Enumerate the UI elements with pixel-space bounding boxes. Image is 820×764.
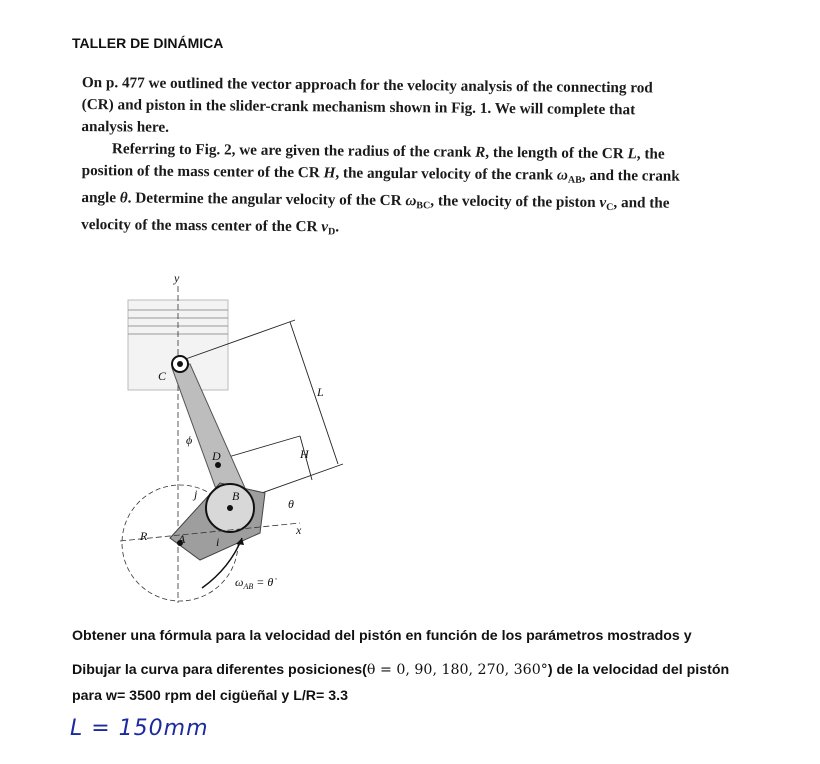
slider-crank-figure [110, 268, 350, 608]
task-line-1: Obtener una fórmula para la velocidad del pistón en función de los parámetros mostrados y [72, 628, 692, 644]
handwritten-note: L = 150mm [70, 716, 209, 741]
label-D: D [212, 449, 221, 463]
task-line-3: para w= 3500 rpm del cigüeñal y L/R= 3.3 [72, 688, 348, 704]
label-theta: θ [288, 497, 294, 511]
problem-paragraph-2: Referring to Fig. 2, we are given the radius of the crank R, the length of the CR L, the position of the mass center of the CR H, the angular velocity of the crank $\omega_{AB}$, and the crank angle θ. Determine the angular velocity of the CR $\omega_{BC}$, the velocity of the piston $v_C$, and the velocity of the mass center of the CR $v_D$. [81, 140, 680, 238]
label-y: y [174, 271, 180, 285]
problem-paragraph-1: On p. 477 we outlined the vector approach for the velocity analysis of the connecting rod (CR) and piston in the slider-crank mechanism shown in Fig. 1. We will complete that analysis here. [81, 73, 653, 136]
label-R: R [140, 529, 148, 543]
label-x: x [296, 523, 302, 537]
label-L: L [317, 385, 324, 399]
label-B: B [232, 489, 240, 503]
label-H: H [300, 447, 309, 461]
label-A: A [178, 532, 186, 546]
label-i: i [216, 535, 220, 549]
task-line-2: Dibujar la curva para diferentes posiciones(θ = 0, 90, 180, 270, 360°) de la velocidad del pistón [72, 662, 730, 678]
omega-vector-symbol: ω [405, 192, 417, 210]
label-phi: ϕ [186, 433, 193, 447]
page-header: TALLER DE DINÁMICA [72, 35, 224, 51]
label-j: j [194, 487, 198, 501]
label-C: C [158, 369, 167, 383]
omega-label: $\omega_{AB}$ = θ̇ [235, 575, 274, 591]
